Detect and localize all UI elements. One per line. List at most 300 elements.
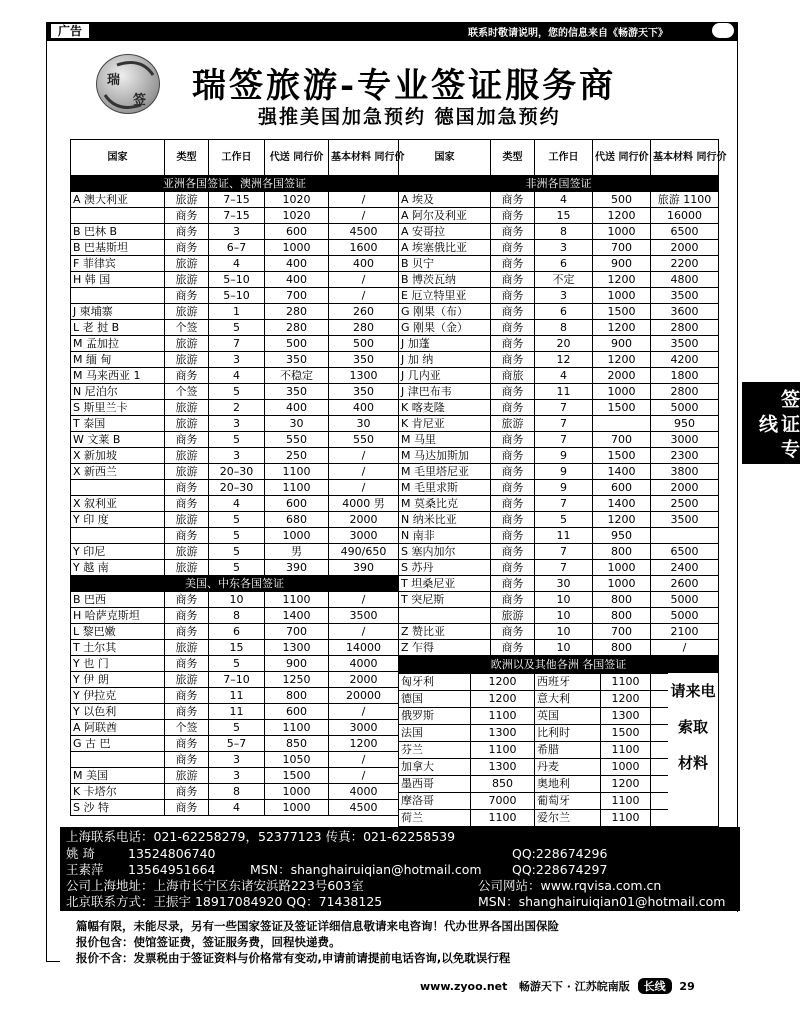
table-cell: 1500 (593, 400, 651, 416)
table-cell: 1200 (471, 691, 535, 708)
table-cell: 600 (265, 224, 329, 240)
column-header: 工作日 (209, 140, 265, 176)
table-cell: 商务 (491, 624, 535, 640)
table-row (71, 272, 399, 288)
table-row (399, 448, 719, 464)
table-cell: 1100 (601, 793, 651, 810)
table-cell: 3 (209, 448, 265, 464)
column-header: 基本材料 同行价 (651, 140, 719, 176)
table-cell: / (329, 192, 399, 208)
table-cell: 1300 (329, 368, 399, 384)
table-cell: 1000 (593, 560, 651, 576)
table-cell: 商务 (491, 320, 535, 336)
section-title: 亚洲各国签证、澳洲各国签证 (71, 176, 399, 192)
table-cell (593, 416, 651, 432)
table-row (71, 368, 399, 384)
table-cell: 4500 (329, 800, 399, 816)
table-cell: S 塞内加尔 (399, 544, 491, 560)
table-cell: M 毛里求斯 (399, 480, 491, 496)
table-row (399, 496, 719, 512)
table-cell: 1000 (265, 528, 329, 544)
table-cell: 商务 (491, 272, 535, 288)
table-cell: 350 (265, 352, 329, 368)
table-cell: 5 (535, 512, 593, 528)
table-cell: 墨西哥 (399, 776, 471, 793)
table-cell: 商务 (165, 704, 209, 720)
table-cell: 商务 (491, 304, 535, 320)
table-cell: K 卡塔尔 (71, 784, 165, 800)
contact-block (60, 827, 740, 911)
footer-url[interactable]: www.zyoo.net (420, 980, 508, 993)
table-cell: 350 (329, 384, 399, 400)
table-cell: 8 (209, 784, 265, 800)
table-cell: 葡萄牙 (535, 793, 601, 810)
table-cell: 1200 (593, 272, 651, 288)
table-cell: 7–15 (209, 192, 265, 208)
table-cell: 7 (535, 560, 593, 576)
table-cell: 摩洛哥 (399, 793, 471, 810)
table-cell: A 安哥拉 (399, 224, 491, 240)
table-cell: 商务 (165, 240, 209, 256)
table-cell: 350 (329, 352, 399, 368)
table-row (71, 560, 399, 576)
table-cell: 390 (265, 560, 329, 576)
table-cell: 商务 (491, 224, 535, 240)
table-cell: 5000 (651, 608, 719, 624)
table-cell: J 津巴布韦 (399, 384, 491, 400)
table-cell: 20 (535, 336, 593, 352)
table-cell: 芬兰 (399, 742, 471, 759)
table-row (399, 576, 719, 592)
page-footer (420, 978, 695, 994)
table-cell: 1000 (593, 576, 651, 592)
table-cell: 3 (535, 240, 593, 256)
table-row (399, 544, 719, 560)
table-cell: 850 (265, 736, 329, 752)
table-cell: 1100 (601, 742, 651, 759)
table-cell: 12 (535, 352, 593, 368)
table-cell: M 马达加斯加 (399, 448, 491, 464)
table-cell: 1200 (593, 512, 651, 528)
table-cell: M 马来西亚 1 (71, 368, 165, 384)
ad-tag: 广告 (50, 23, 90, 39)
table-cell: 30 (535, 576, 593, 592)
table-cell: 1200 (593, 208, 651, 224)
table-cell: Y 以色利 (71, 704, 165, 720)
table-cell: M 马里 (399, 432, 491, 448)
table-row (399, 624, 719, 640)
table-cell: 个签 (165, 720, 209, 736)
table-cell: 4000 (329, 784, 399, 800)
table-cell: A 阿联酋 (71, 720, 165, 736)
table-cell: T 坦桑尼亚 (399, 576, 491, 592)
table-cell: 950 (593, 528, 651, 544)
table-row (399, 464, 719, 480)
ask-line-2: 索取 (677, 718, 708, 736)
table-cell: 700 (265, 624, 329, 640)
table-cell: 商务 (491, 352, 535, 368)
table-row (71, 256, 399, 272)
table-cell: 700 (593, 240, 651, 256)
table-row (71, 624, 399, 640)
table-cell: 5 (209, 432, 265, 448)
section-title: 美国、中东各国签证 (71, 576, 399, 592)
table-cell: 950 (651, 416, 719, 432)
table-cell: 1300 (471, 725, 535, 742)
table-cell: / (329, 704, 399, 720)
table-cell: 不定 (535, 272, 593, 288)
table-cell: 11 (209, 704, 265, 720)
table-cell: 4500 (329, 224, 399, 240)
table-cell: 3800 (651, 464, 719, 480)
table-cell: B 巴西 (71, 592, 165, 608)
table-cell (71, 288, 165, 304)
table-cell: A 阿尔及利亚 (399, 208, 491, 224)
table-cell: 10 (535, 608, 593, 624)
table-cell: M 孟加拉 (71, 336, 165, 352)
table-cell: 10 (209, 592, 265, 608)
table-cell: 350 (265, 384, 329, 400)
table-row (399, 416, 719, 432)
table-cell: F 菲律宾 (71, 256, 165, 272)
table-cell: / (329, 208, 399, 224)
table-cell: / (329, 592, 399, 608)
table-cell: 1300 (471, 759, 535, 776)
table-row (399, 320, 719, 336)
table-cell: 5 (209, 720, 265, 736)
table-cell: 280 (265, 320, 329, 336)
table-cell: 4 (535, 368, 593, 384)
ask-line-3: 材料 (677, 754, 708, 772)
table-header-row (71, 140, 399, 176)
table-cell: 商务 (491, 544, 535, 560)
table-cell: 600 (265, 704, 329, 720)
table-row (399, 352, 719, 368)
table-cell: 4 (209, 800, 265, 816)
table-cell: 1000 (265, 784, 329, 800)
table-cell: 15 (535, 208, 593, 224)
table-cell: 14000 (329, 640, 399, 656)
table-cell: 商务 (165, 496, 209, 512)
table-cell: W 文莱 B (71, 432, 165, 448)
column-header: 国家 (71, 140, 165, 176)
table-cell: 1000 (265, 800, 329, 816)
contact-2-phone: 13564951664 (128, 862, 216, 877)
table-cell: 5 (209, 384, 265, 400)
table-cell: G 刚果（布） (399, 304, 491, 320)
table-cell: 4 (209, 256, 265, 272)
footer-section: 长线 (638, 978, 672, 994)
page-number: 29 (679, 980, 695, 993)
table-cell: 1 (209, 304, 265, 320)
column-header: 类型 (491, 140, 535, 176)
table-cell: 商务 (165, 480, 209, 496)
table-cell: 1200 (601, 691, 651, 708)
table-row (399, 304, 719, 320)
table-cell: J 几内亚 (399, 368, 491, 384)
table-cell: 俄罗斯 (399, 708, 471, 725)
table-cell: 商务 (491, 512, 535, 528)
table-cell: 20–30 (209, 480, 265, 496)
table-cell: / (329, 464, 399, 480)
table-cell: 7–15 (209, 208, 265, 224)
table-cell: Y 印 度 (71, 512, 165, 528)
table-cell: 5–10 (209, 288, 265, 304)
column-header: 类型 (165, 140, 209, 176)
table-cell: 1100 (471, 742, 535, 759)
table-cell: S 沙 特 (71, 800, 165, 816)
table-cell: 5 (209, 512, 265, 528)
table-cell: 7 (535, 544, 593, 560)
table-cell: 3 (209, 752, 265, 768)
table-cell: 1100 (265, 464, 329, 480)
table-cell: 6500 (651, 544, 719, 560)
contact-1-qq: QQ:228674296 (512, 846, 608, 861)
section-title: 欧洲以及其他各洲 各国签证 (399, 657, 719, 674)
table-row (399, 224, 719, 240)
table-cell: 男 (265, 544, 329, 560)
table-cell: 商务 (165, 784, 209, 800)
table-cell: 希腊 (535, 742, 601, 759)
table-cell: 商务 (491, 192, 535, 208)
table-row (71, 736, 399, 752)
table-cell: 1300 (601, 708, 651, 725)
table-cell: 400 (265, 272, 329, 288)
column-header: 国家 (399, 140, 491, 176)
table-cell: / (329, 768, 399, 784)
table-cell: 15 (209, 640, 265, 656)
table-cell: 7–10 (209, 672, 265, 688)
table-cell: 700 (265, 288, 329, 304)
table-cell: 10 (535, 640, 593, 656)
table-cell: 商务 (491, 496, 535, 512)
table-cell: J 加 纳 (399, 352, 491, 368)
table-cell: Z 赞比亚 (399, 624, 491, 640)
table-cell: K 肯尼亚 (399, 416, 491, 432)
table-cell: 个签 (165, 384, 209, 400)
africa-table (398, 139, 727, 656)
table-cell: J 柬埔寨 (71, 304, 165, 320)
table-cell: 3000 (329, 528, 399, 544)
table-row (71, 240, 399, 256)
table-row (399, 640, 719, 656)
table-cell: 1100 (265, 480, 329, 496)
table-cell: 旅游 (165, 336, 209, 352)
table-cell: E 厄立特里亚 (399, 288, 491, 304)
table-cell: 900 (265, 656, 329, 672)
table-row (71, 752, 399, 768)
table-cell: 800 (593, 592, 651, 608)
table-cell: 3500 (329, 608, 399, 624)
table-cell: 550 (265, 432, 329, 448)
table-cell: 3000 (329, 720, 399, 736)
table-row (71, 672, 399, 688)
section-row (399, 176, 719, 192)
table-cell: 6–7 (209, 240, 265, 256)
table-cell: T 泰国 (71, 416, 165, 432)
table-row (71, 640, 399, 656)
table-cell: 850 (471, 776, 535, 793)
table-cell: 旅游 (165, 272, 209, 288)
table-cell: 英国 (535, 708, 601, 725)
table-cell: 旅游 (165, 768, 209, 784)
table-row (399, 512, 719, 528)
table-cell: B 博茨瓦纳 (399, 272, 491, 288)
table-cell: 商务 (165, 624, 209, 640)
table-cell: Y 也 门 (71, 656, 165, 672)
table-cell: M 莫桑比克 (399, 496, 491, 512)
column-header: 代送 同行价 (265, 140, 329, 176)
table-cell: 1100 (265, 592, 329, 608)
table-cell: 商务 (165, 528, 209, 544)
table-row (71, 784, 399, 800)
table-cell: 30 (265, 416, 329, 432)
table-cell: 7 (535, 400, 593, 416)
table-cell: 6 (209, 624, 265, 640)
table-cell: 1200 (471, 674, 535, 691)
table-cell: X 新加坡 (71, 448, 165, 464)
table-cell: 9 (535, 448, 593, 464)
table-cell: 丹麦 (535, 759, 601, 776)
table-cell: 2600 (651, 576, 719, 592)
table-cell: 7000 (471, 793, 535, 810)
table-cell: 旅游 (165, 544, 209, 560)
table-cell: X 新西兰 (71, 464, 165, 480)
table-cell: N 南非 (399, 528, 491, 544)
table-cell: 2800 (651, 320, 719, 336)
table-cell: 1000 (593, 288, 651, 304)
table-cell: 旅游 (165, 640, 209, 656)
table-row (71, 288, 399, 304)
table-cell: 280 (265, 304, 329, 320)
table-cell (399, 608, 491, 624)
table-row (399, 608, 719, 624)
table-cell: 9 (535, 464, 593, 480)
table-cell: 3500 (651, 512, 719, 528)
section-row (71, 176, 399, 192)
table-cell: 商务 (165, 688, 209, 704)
table-cell: 4 (209, 368, 265, 384)
table-cell (71, 480, 165, 496)
table-cell: 旅游 (165, 464, 209, 480)
table-cell: 商务 (165, 736, 209, 752)
table-cell: / (329, 624, 399, 640)
table-cell: / (329, 752, 399, 768)
contact-1-name: 姚 琦 (66, 846, 95, 861)
table-cell: Y 印尼 (71, 544, 165, 560)
table-cell: 奥地利 (535, 776, 601, 793)
table-cell: 2000 (329, 672, 399, 688)
table-row (399, 432, 719, 448)
table-cell: 2400 (651, 560, 719, 576)
table-cell: 600 (265, 496, 329, 512)
table-cell: 5–7 (209, 736, 265, 752)
table-cell: 680 (265, 512, 329, 528)
table-cell: 3000 (651, 432, 719, 448)
ask-line-1: 请来电 (670, 682, 716, 700)
table-cell: 1100 (601, 674, 651, 691)
table-cell: 旅游 (165, 560, 209, 576)
table-cell: 7 (535, 432, 593, 448)
table-cell: N 纳米比亚 (399, 512, 491, 528)
logo (96, 54, 160, 114)
table-cell: M 毛里塔尼亚 (399, 464, 491, 480)
column-header: 工作日 (535, 140, 593, 176)
ask-for-materials (668, 673, 718, 818)
table-cell: 意大利 (535, 691, 601, 708)
table-row (71, 192, 399, 208)
table-cell: 1020 (265, 192, 329, 208)
table-cell: B 巴林 B (71, 224, 165, 240)
company-website[interactable]: 公司网站：www.rqvisa.com.cn (478, 878, 662, 893)
table-cell: 4 (535, 192, 593, 208)
table-cell: S 斯里兰卡 (71, 400, 165, 416)
table-cell: 商务 (491, 560, 535, 576)
table-cell: 商务 (491, 208, 535, 224)
contact-2-qq: QQ:228674297 (512, 862, 608, 877)
table-cell: 3600 (651, 304, 719, 320)
table-row (71, 768, 399, 784)
table-cell: 400 (265, 256, 329, 272)
table-cell: 1100 (471, 708, 535, 725)
table-cell: 4800 (651, 272, 719, 288)
table-cell: 1400 (593, 496, 651, 512)
table-cell: 1200 (329, 736, 399, 752)
table-row (71, 480, 399, 496)
table-cell: 2000 (593, 368, 651, 384)
table-row (71, 416, 399, 432)
table-cell: 不稳定 (265, 368, 329, 384)
table-cell: 900 (593, 256, 651, 272)
table-cell: 加拿大 (399, 759, 471, 776)
table-cell: 3500 (651, 288, 719, 304)
note-line-2: 报价包含：使馆签证费，签证服务费，回程快递费。 (76, 935, 341, 949)
table-cell: 5 (209, 544, 265, 560)
table-cell: 商务 (165, 656, 209, 672)
table-cell: 2300 (651, 448, 719, 464)
table-row (399, 528, 719, 544)
side-tag: 签证专线 (742, 382, 800, 464)
table-row (71, 224, 399, 240)
table-cell: 490/650 (329, 544, 399, 560)
table-cell: 3 (535, 288, 593, 304)
table-row (71, 448, 399, 464)
table-cell: 商务 (491, 576, 535, 592)
brand-title: 瑞签旅游-专业签证服务商 (192, 66, 617, 106)
table-cell: 1500 (593, 304, 651, 320)
table-row (399, 240, 719, 256)
table-cell: A 澳大利亚 (71, 192, 165, 208)
table-cell: 商务 (491, 448, 535, 464)
table-cell: 600 (593, 480, 651, 496)
table-cell: 商务 (491, 464, 535, 480)
table-cell (71, 528, 165, 544)
table-cell: 2 (209, 400, 265, 416)
table-cell: 1100 (601, 810, 651, 827)
shanghai-phone: 上海联系电话：021-62258279，52377123 传真：021-62258539 (66, 829, 456, 844)
table-row (71, 384, 399, 400)
table-cell: 商务 (165, 208, 209, 224)
table-row (71, 464, 399, 480)
table-cell: 旅游 (491, 608, 535, 624)
table-cell: 390 (329, 560, 399, 576)
table-cell: 个签 (165, 320, 209, 336)
table-cell: 400 (329, 256, 399, 272)
column-header: 基本材料 同行价 (329, 140, 399, 176)
table-row (399, 560, 719, 576)
table-cell: 1250 (265, 672, 329, 688)
table-cell: 商务 (165, 752, 209, 768)
